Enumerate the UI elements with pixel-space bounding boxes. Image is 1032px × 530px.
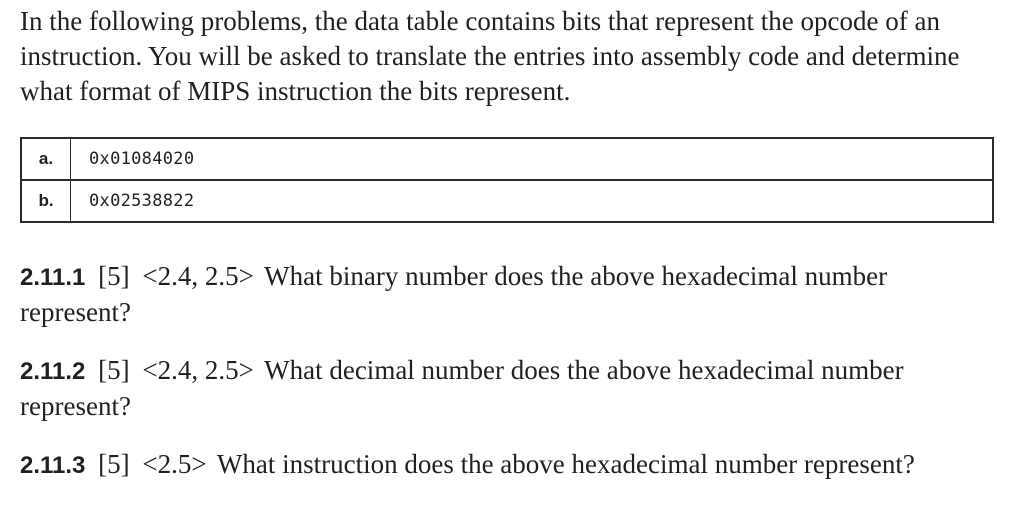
question-section-ref: <2.4, 2.5> <box>142 355 254 385</box>
question-2-11-2 <box>20 353 998 423</box>
question-2-11-1 <box>20 259 998 329</box>
question-section-ref: <2.4, 2.5> <box>142 261 254 291</box>
intro-paragraph: In the following problems, the data table contains bits that represent the opcode of an instruction. You will be asked to translate the entries into assembly code and determine what format of MIPS instruction the bits represent. <box>20 6 960 106</box>
question-number: 2.11.2 <box>20 358 86 385</box>
row-label: a. <box>21 138 71 180</box>
row-hex-value: 0x02538822 <box>71 180 994 222</box>
question-section-ref: <2.5> <box>142 449 207 479</box>
table-row <box>21 180 993 222</box>
question-number: 2.11.3 <box>20 452 86 479</box>
question-text: What decimal number does the above hexadecimal number represent? <box>20 355 904 421</box>
question-text: What binary number does the above hexadecimal number represent? <box>20 261 888 327</box>
question-text: What instruction does the above hexadecimal number represent? <box>216 449 915 479</box>
question-points: [5] <box>98 449 130 479</box>
row-label: b. <box>21 180 71 222</box>
question-points: [5] <box>98 355 130 385</box>
question-2-11-3 <box>20 447 998 483</box>
exercise-page <box>20 4 998 483</box>
table-row <box>21 138 993 180</box>
question-number: 2.11.1 <box>20 264 86 291</box>
row-hex-value: 0x01084020 <box>71 138 994 180</box>
question-points: [5] <box>98 261 130 291</box>
opcode-data-table <box>20 137 994 223</box>
